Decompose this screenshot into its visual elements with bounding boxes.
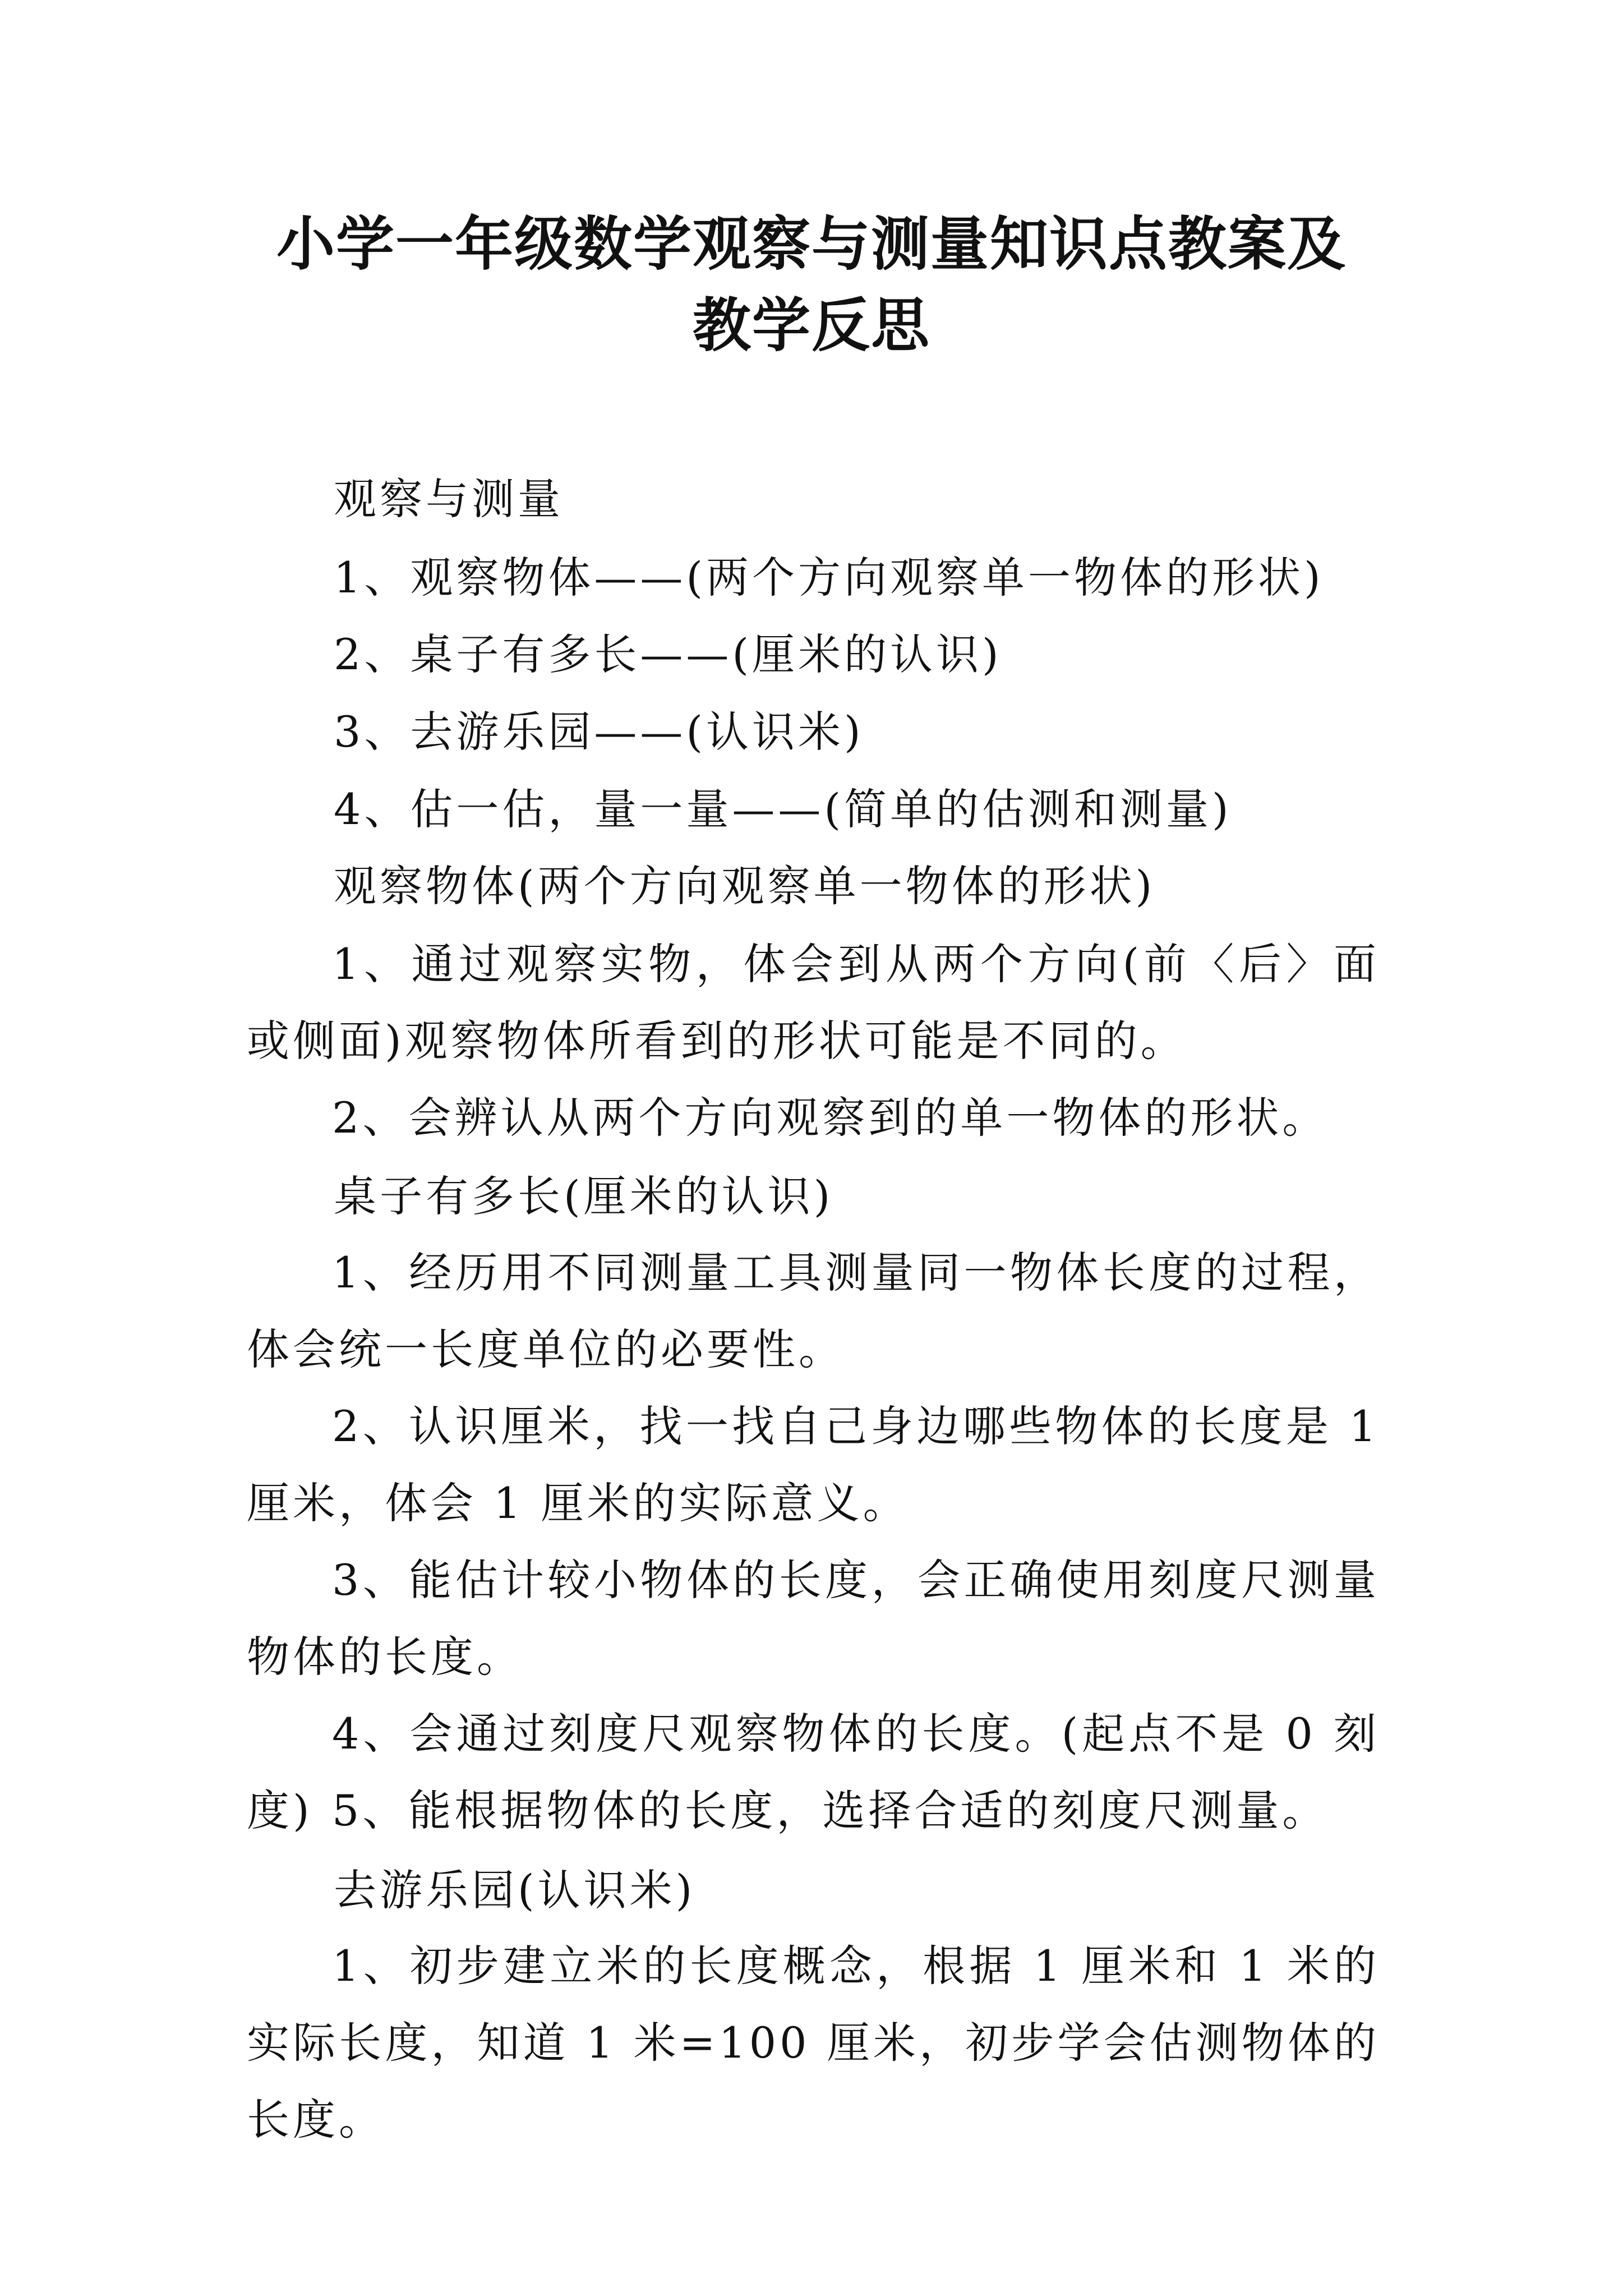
outline-item-4: 4、估一估，量一量——(简单的估测和测量)	[334, 784, 1232, 834]
section-heading-amusement-park: 去游乐园(认识米)	[334, 1865, 696, 1915]
paragraph-cm-4: 4、会通过刻度尺观察物体的长度。(起点不是 0 刻度)	[247, 1709, 1380, 1835]
outline-item-1: 1、观察物体——(两个方向观察单一物体的形状)	[334, 553, 1324, 602]
outline-item-2: 2、桌子有多长——(厘米的认识)	[334, 629, 1002, 679]
paragraph-cm-3: 3、能估计较小物体的长度，会正确使用刻度尺测量物体的长度。	[247, 1555, 1380, 1682]
paragraph-meter-1: 1、初步建立米的长度概念，根据 1 厘米和 1 米的实际长度，知道 1 米=100 厘米，初步学会估测物体的长度。	[247, 1941, 1380, 2145]
section-heading-table-length: 桌子有多长(厘米的认识)	[334, 1171, 834, 1221]
outline-item-3: 3、去游乐园——(认识米)	[334, 707, 864, 757]
section-heading-observe-measure: 观察与测量	[334, 474, 564, 524]
paragraph-observe-2: 2、会辨认从两个方向观察到的单一物体的形状。	[332, 1093, 1329, 1143]
paragraph-cm-5: 5、能根据物体的长度，选择合适的刻度尺测量。	[332, 1786, 1329, 1835]
paragraph-cm-1: 1、经历用不同测量工具测量同一物体长度的过程，体会统一长度单位的必要性。	[247, 1248, 1380, 1374]
paragraph-cm-2: 2、认识厘米，找一找自己身边哪些物体的长度是 1 厘米，体会 1 厘米的实际意义。	[247, 1401, 1380, 1528]
document-title-line-2: 教学反思	[692, 291, 930, 360]
paragraph-observe-1: 1、通过观察实物，体会到从两个方向(前〈后〉面或侧面)观察物体所看到的形状可能是不同的。	[247, 939, 1380, 1066]
document-title-line-1: 小学一年级数学观察与测量知识点教案及	[276, 210, 1347, 278]
section-heading-observe-objects: 观察物体(两个方向观察单一物体的形状)	[334, 861, 1156, 911]
